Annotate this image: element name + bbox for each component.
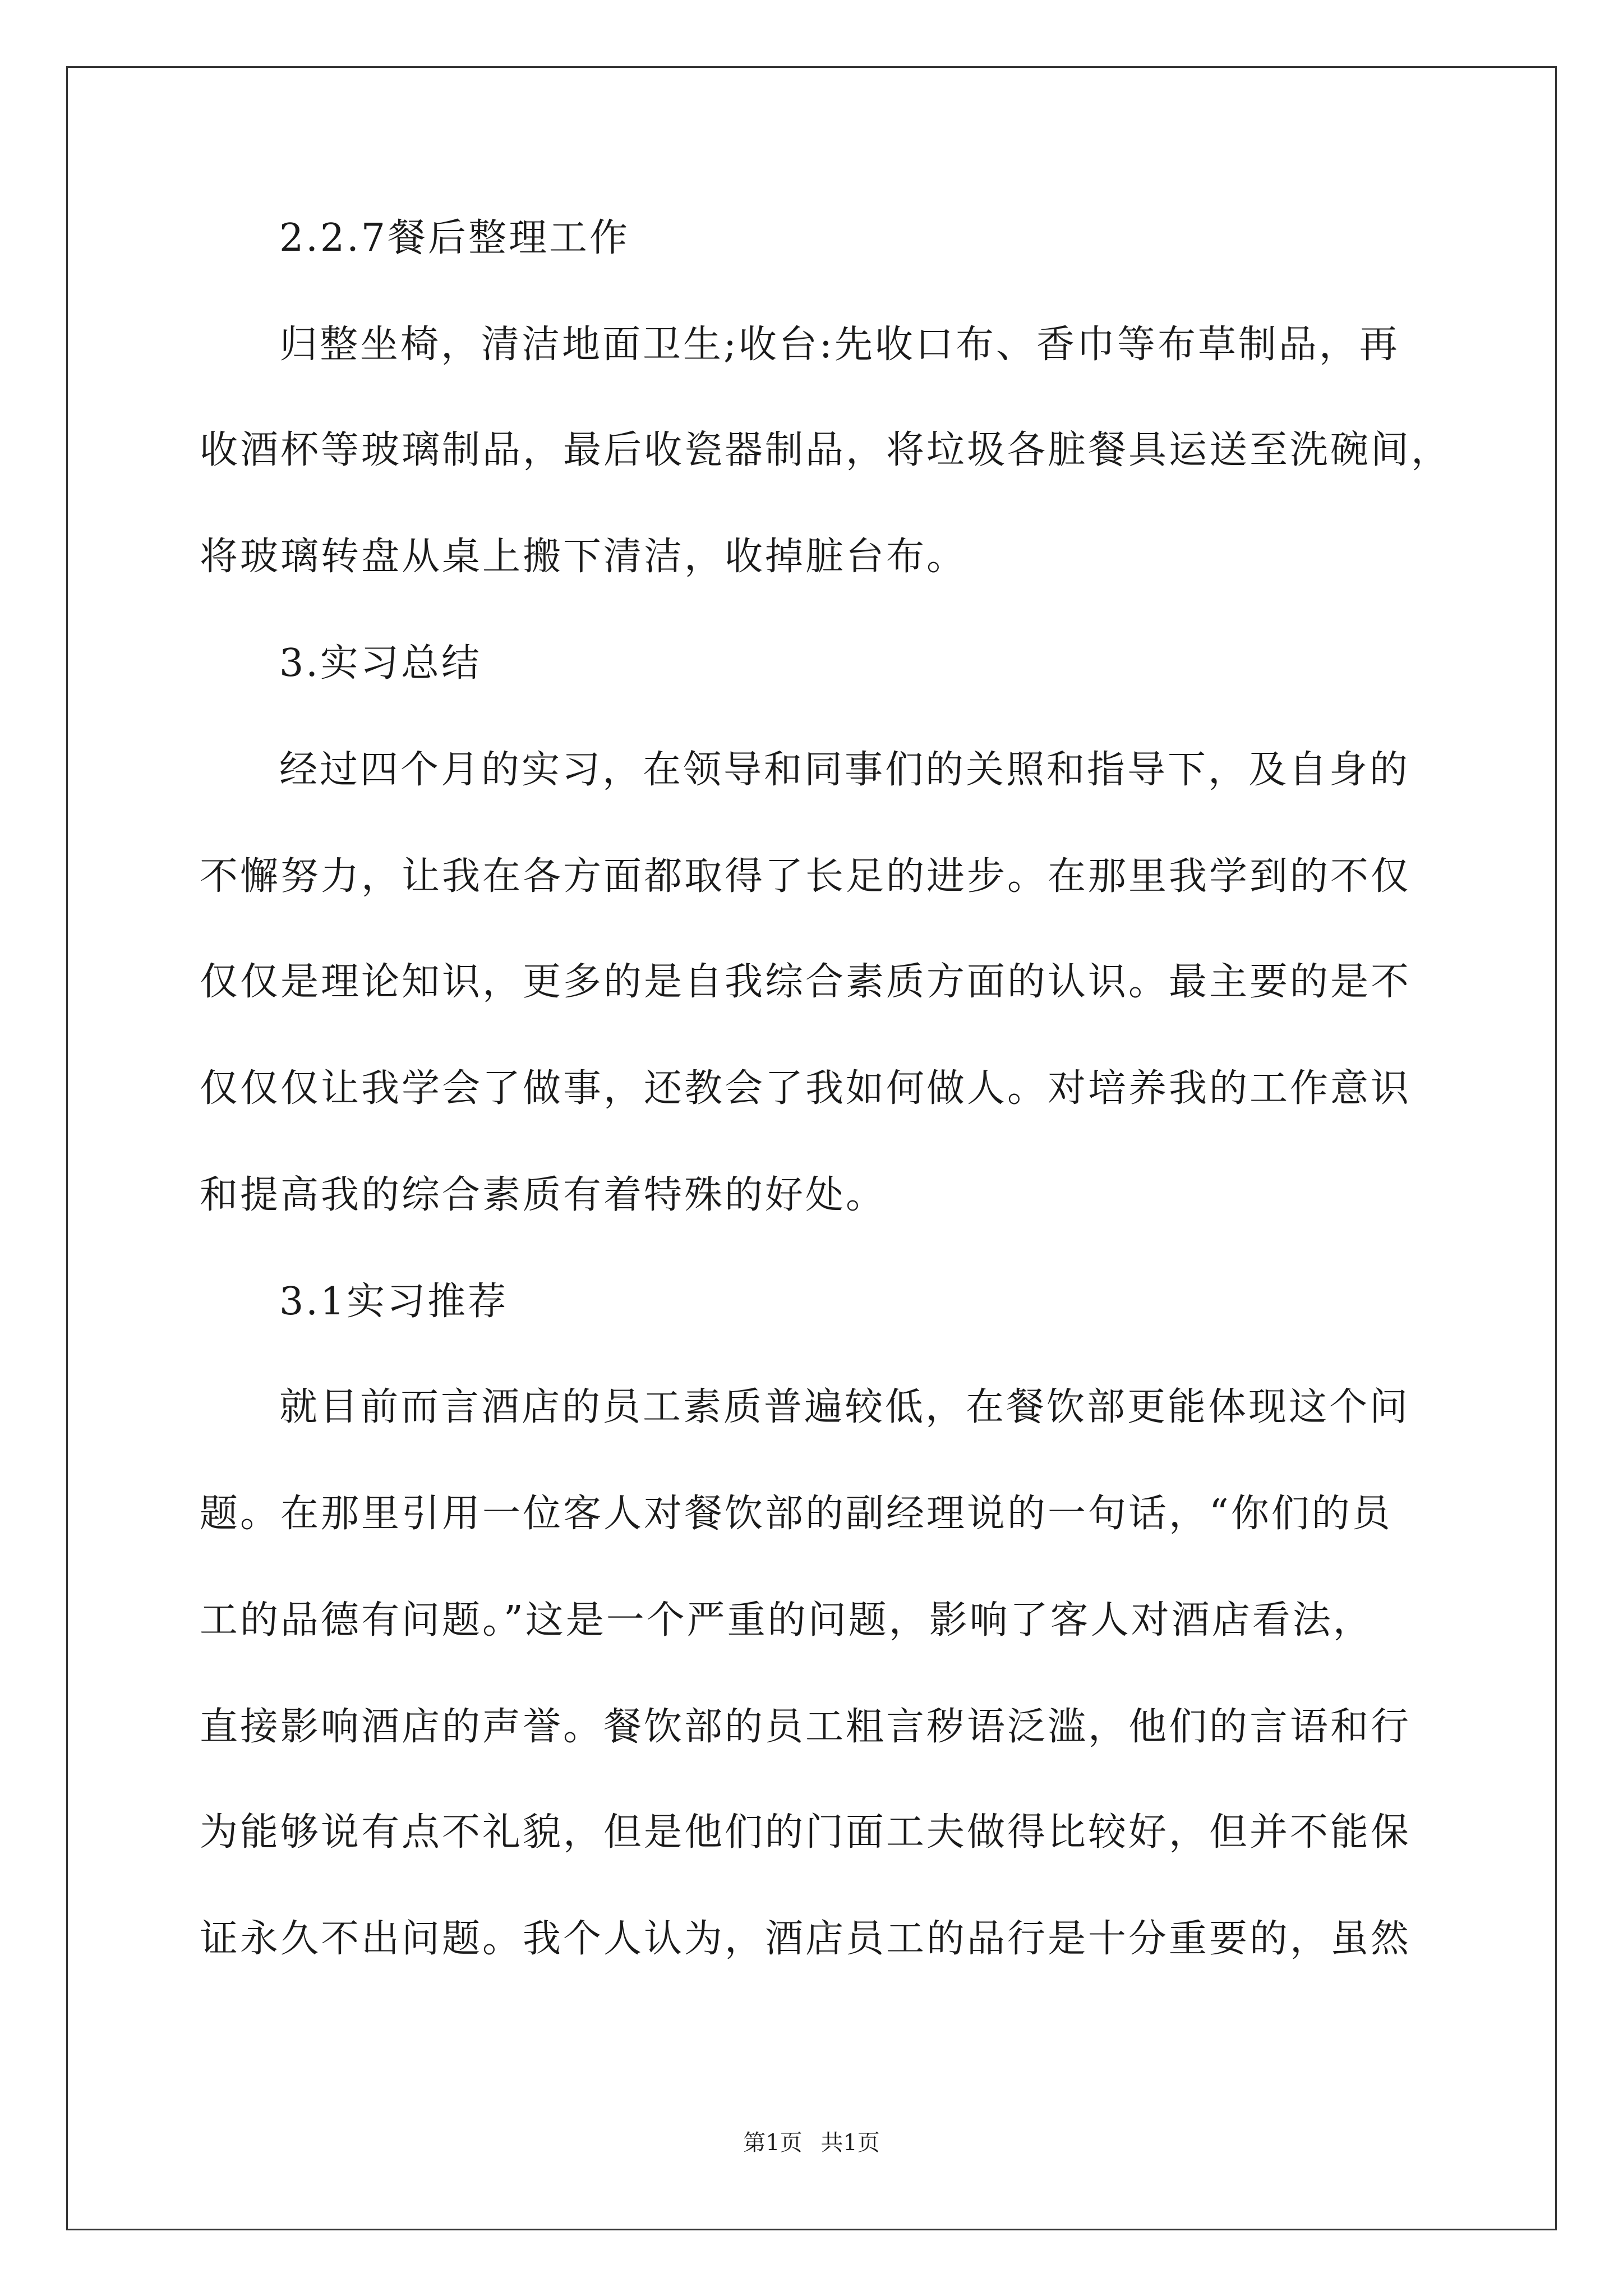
text-line: 不懈努力，让我在各方面都取得了长足的进步。在那里我学到的不仅 — [200, 854, 1412, 899]
text-line: 2.2.7餐后整理工作 — [279, 216, 630, 260]
text-line: 题。在那里引用一位客人对餐饮部的副经理说的一句话，“你们的员 — [200, 1492, 1393, 1536]
text-line: 直接影响酒店的声誉。餐饮部的员工粗言秽语泛滥，他们的言语和行 — [200, 1705, 1412, 1749]
text-line: 归整坐椅，清洁地面卫生;收台:先收口布、香巾等布草制品，再 — [279, 323, 1400, 367]
text-line: 工的品德有问题。”这是一个严重的问题，影响了客人对酒店看法， — [200, 1598, 1373, 1642]
text-line: 收酒杯等玻璃制品，最后收瓷器制品，将垃圾各脏餐具运送至洗碗间， — [200, 428, 1452, 472]
text-line: 3.实习总结 — [279, 641, 482, 685]
page-footer — [0, 2125, 1623, 2157]
text-line: 经过四个月的实习，在领导和同事们的关照和指导下，及自身的 — [279, 748, 1410, 792]
text-line: 仅仅仅让我学会了做事，还教会了我如何做人。对培养我的工作意识 — [200, 1066, 1412, 1111]
text-line: 仅仅是理论知识，更多的是自我综合素质方面的认识。最主要的是不 — [200, 960, 1412, 1004]
page-number: 第1页 — [743, 2130, 803, 2156]
text-line: 证永久不出问题。我个人认为，酒店员工的品行是十分重要的，虽然 — [200, 1917, 1412, 1961]
text-line: 将玻璃转盘从桌上搬下清洁，收掉脏台布。 — [200, 535, 967, 579]
text-line: 和提高我的综合素质有着特殊的好处。 — [200, 1173, 887, 1217]
text-line: 就目前而言酒店的员工素质普遍较低，在餐饮部更能体现这个问 — [279, 1385, 1410, 1429]
text-line: 3.1实习推荐 — [279, 1280, 509, 1324]
page-total: 共1页 — [820, 2130, 880, 2156]
page-border — [66, 66, 1557, 2230]
text-line: 为能够说有点不礼貌，但是他们的门面工夫做得比较好，但并不能保 — [200, 1810, 1412, 1855]
